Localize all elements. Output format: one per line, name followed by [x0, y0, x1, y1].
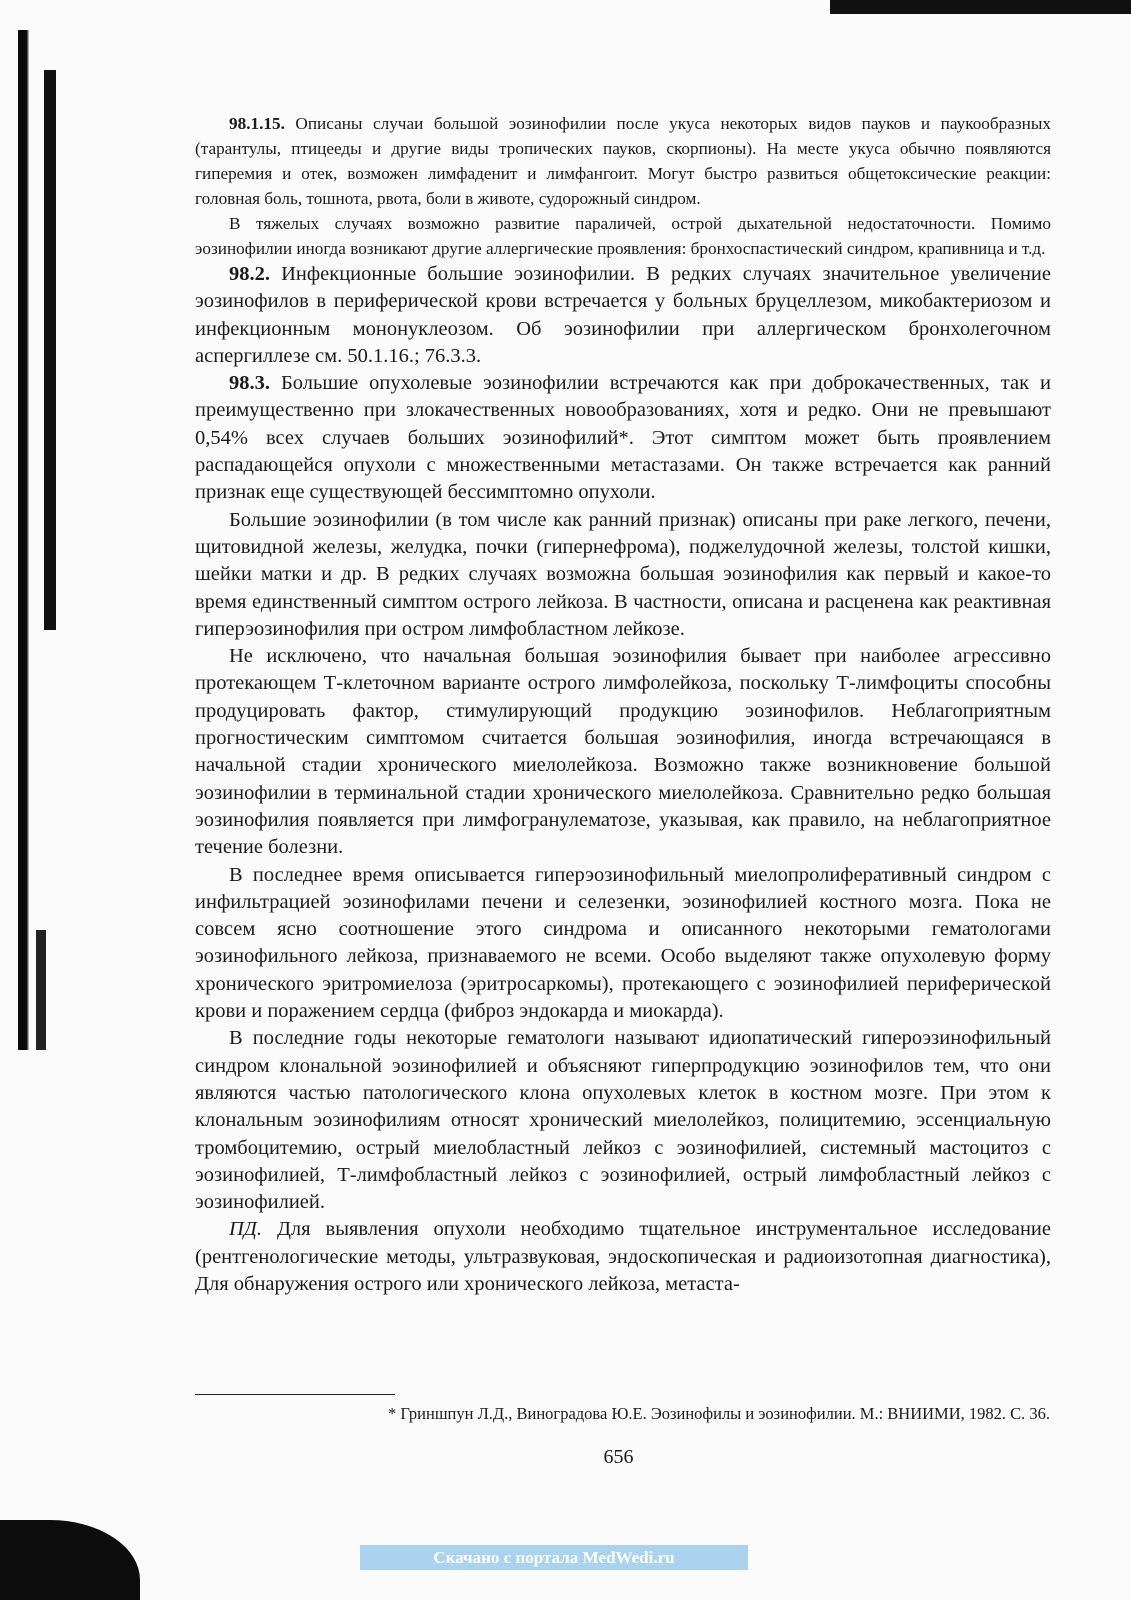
- paragraph-98-1-15: [195, 111, 1051, 211]
- paragraph-text: Не исключено, что начальная большая эозинофилия бывает при наиболее агрессивно протекающем Т-клеточном варианте острого лимфолейкоза, поскольку Т-лимфоциты способны продуцировать фактор, стимулирующий продукцию эозинофилов. Неблагоприятным прогностическим симптомом считается большая эозинофилия, иногда встречающаяся в начальной стадии хронического миелолейкоза. Возможно также возникновение большой эозинофилии в терминальной стадии хронического миелолейкоза. Сравнительно редко большая эозинофилия появляется при лимфогранулематозе, указывая, как правило, на неблагоприятное течение болезни.: [195, 645, 1051, 859]
- paragraph-text: В последнее время описывается гиперэозинофильный миелопролиферативный синдром с инфильтрацией эозинофилами печени и селезенки, эозинофилией костного мозга. Пока не совсем ясно соотношение этого синдрома и описанного некоторыми гематологами эозинофильного лейкоза, признаваемого не всеми. Особо выделяют также опухолевую форму хронического эритромиелоза (эритросаркомы), протекающего с эозинофилией периферической крови и поражением сердца (фиброз эндокарда и миокарда).: [195, 863, 1051, 1023]
- footnote-divider: [195, 1394, 395, 1395]
- section-number: 98.3.: [229, 372, 270, 395]
- paragraph-text: В последние годы некоторые гематологи называют идиопатический гипероэзинофильный синдром клональной эозинофилией и объясняют гиперпродукцию эозинофилов тем, что они являются частью патологического клона опухолевых клеток в костном мозге. При этом к клональным эозинофилиям относят хронический миелолейкоз, полицитемию, эссенциальную тромбоцитемию, острый миелобластный лейкоз с эозинофилией, системный мастоцитоз с эозинофилией, Т-лимфобластный лейкоз с эозинофилией, острый лимфобластный лейкоз с эозинофилией.: [195, 1027, 1051, 1214]
- paragraph-diagnosis: [195, 1216, 1051, 1298]
- section-label: ПД.: [229, 1218, 262, 1241]
- page-number-wrapper: [0, 1446, 1131, 1469]
- scan-artifact-left-edge-lower: [36, 930, 46, 1050]
- paragraph-98-3: [195, 370, 1051, 506]
- paragraph: [195, 211, 1051, 261]
- paragraph-text: Большие опухолевые эозинофилии встречаются как при доброкачественных, так и преимущественно при злокачественных новообразованиях, хотя и редко. Они не превышают 0,54% всех случаев больших эозинофилий*. Этот симптом может быть проявлением распадающейся опухоли с множественными метастазами. Он также встречается как ранний признак еще существующей бессимптомно опухоли.: [195, 372, 1051, 504]
- scan-artifact-corner-blob: [0, 1520, 140, 1600]
- section-number: 98.1.15.: [229, 114, 285, 133]
- body-text: [195, 111, 1051, 1298]
- paragraph: [195, 643, 1051, 861]
- paragraph-text: В тяжелых случаях возможно развитие параличей, острой дыхательной недостаточности. Помимо эозинофилии иногда возникают другие аллергические проявления: бронхоспастический синдром, крапивница и т.д.: [195, 214, 1051, 258]
- paragraph-98-2: [195, 261, 1051, 370]
- paragraph-text: Инфекционные большие эозинофилии. В редких случаях значительное увеличение эозинофилов в периферической крови встречается у больных бруцеллезом, микобактериозом и инфекционным мононуклеозом. Об эозинофилии при аллергическом бронхолегочном аспергиллезе см. 50.1.16.; 76.3.3.: [195, 263, 1051, 367]
- paragraph: [195, 862, 1051, 1026]
- paragraph-text: Большие эозинофилии (в том числе как ранний признак) описаны при раке легкого, печени, щитовидной железы, желудка, почки (гипернефрома), поджелудочной железы, толстой кишки, шейки матки и др. В редких случаях возможна большая эозинофилия как первый и какое-то время единственный симптом острого лейкоза. В частности, описана и расценена как реактивная гиперэозинофилия при остром лимфобластном лейкозе.: [195, 508, 1051, 640]
- page-number: 656: [603, 1446, 634, 1468]
- footnote: * Гриншпун Л.Д., Виноградова Ю.Е. Эозинофилы и эозинофилии. М.: ВНИИМИ, 1982. С. 36.: [388, 1404, 1050, 1423]
- paragraph: [195, 507, 1051, 643]
- paragraph-text: Описаны случаи большой эозинофилии после укуса некоторых видов пауков и паукообразных (тарантулы, птицееды и другие виды тропических пауков, скорпионы). На месте укуса обычно появляются гиперемия и отек, возможен лимфаденит и лимфангоит. Могут быстро развиться общетоксические реакции: головная боль, тошнота, рвота, боли в животе, судорожный синдром.: [195, 114, 1051, 208]
- watermark-banner: Скачано с портала MedWedi.ru: [360, 1545, 748, 1570]
- scan-artifact-left-edge: [18, 30, 34, 1050]
- paragraph-text: Для выявления опухоли необходимо тщательное инструментальное исследование (рентгенологические методы, ультразвуковая, эндоскопическая и радиоизотопная диагностика), Для обнаружения острого или хронического лейкоза, метаста-: [195, 1218, 1051, 1295]
- scan-artifact-left-edge-inner: [44, 70, 56, 630]
- paragraph: [195, 1025, 1051, 1216]
- section-number: 98.2.: [229, 263, 270, 285]
- scan-artifact-top-bar: [830, 0, 1131, 14]
